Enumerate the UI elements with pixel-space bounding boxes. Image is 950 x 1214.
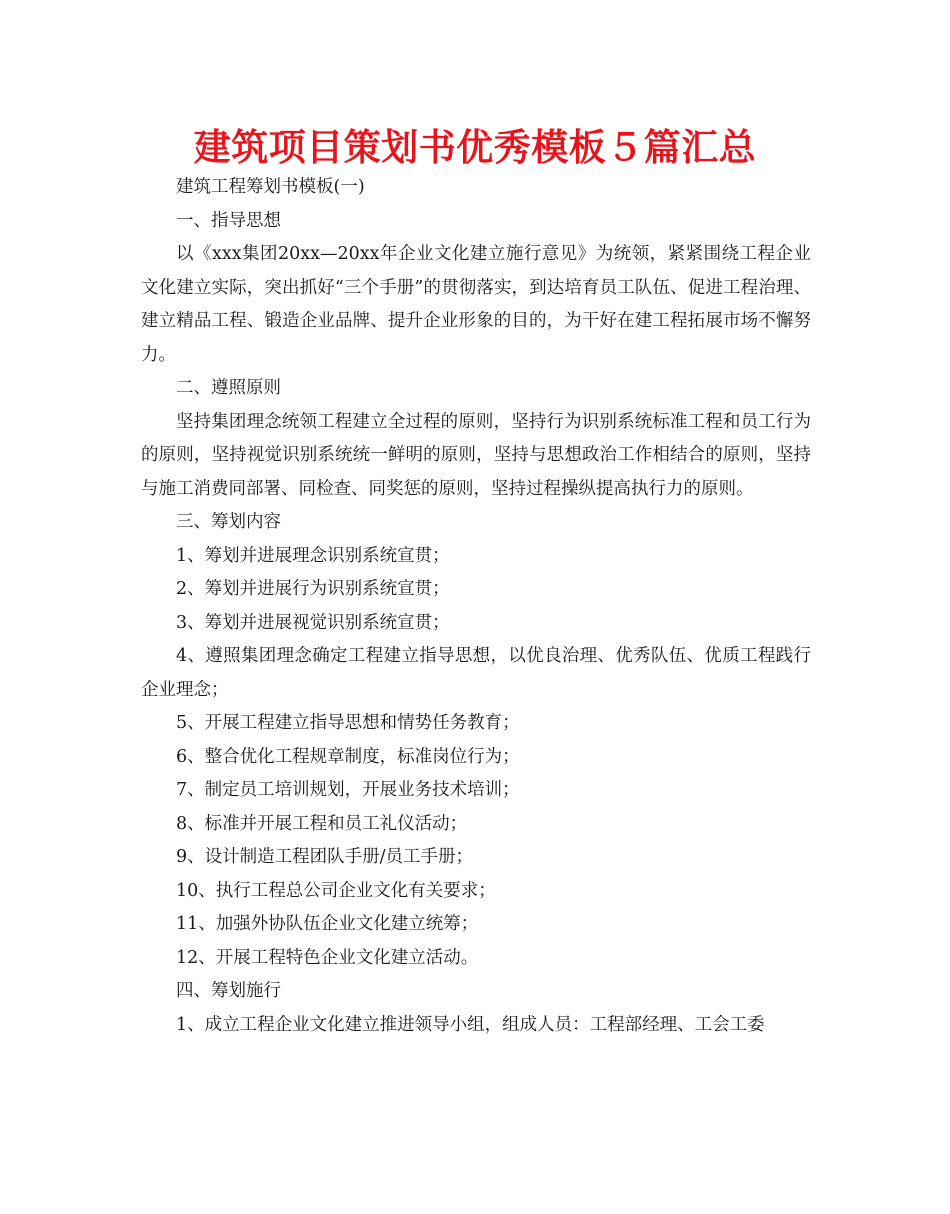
list-item: 3、筹划并进展视觉识别系统宣贯； (176, 612, 450, 633)
list-item: 2、筹划并进展行为识别系统宣贯； (176, 579, 450, 599)
section-heading-2: 二、遵照原则 (176, 378, 281, 398)
section-subtitle: 建筑工程筹划书模板(一) (176, 177, 365, 197)
section-heading-1: 一、指导思想 (176, 210, 281, 231)
list-item: 8、标准并开展工程和员工礼仪活动； (176, 813, 468, 834)
section-heading-3: 三、筹划内容 (176, 512, 281, 532)
paragraph-principles: 坚持集团理念统领工程建立全过程的原则，坚持行为识别系统标准工程和员工行为的原则，坚持视觉识别系统统一鲜明的原则，坚持与思想政治工作相结合的原则，坚持与施工消费同部署、同检查、同奖惩的原则，坚持过程操纵提高执行力的原则。 (141, 411, 811, 499)
section-heading-4: 四、筹划施行 (176, 981, 281, 1001)
list-item: 10、执行工程总公司企业文化有关要求； (176, 880, 496, 901)
paragraph-guiding-thought: 以《xxx集团20xx—20xx年企业文化建立施行意见》为统领，紧紧围绕工程企业文化建立实际，突出抓好“三个手册”的贯彻落实，到达培育员工队伍、促进工程治理、建立精品工程、锻造企业品牌、提升企业形象的目的，为干好在建工程拓展市场不懈努力。 (141, 244, 811, 365)
list-item: 4、遵照集团理念确定工程建立指导思想，以优良治理、优秀队伍、优质工程践行企业理念； (141, 646, 811, 700)
list-item: 1、筹划并进展理念识别系统宣贯； (176, 545, 450, 566)
list-item: 7、制定员工培训规划，开展业务技术培训； (176, 780, 520, 800)
list-item: 12、开展工程特色企业文化建立活动。 (176, 947, 479, 968)
list-item: 9、设计制造工程团队手册/员工手册； (176, 847, 474, 867)
list-item: 11、加强外协队伍企业文化建立统筹； (176, 914, 479, 934)
document-title: 建筑项目策划书优秀模板５篇汇总 (193, 126, 757, 169)
list-item: 5、开展工程建立指导思想和情势任务教育； (176, 713, 520, 733)
list-item: 1、成立工程企业文化建立推进领导小组，组成人员：工程部经理、工会工委 (176, 1014, 765, 1035)
document-body (141, 171, 811, 1042)
list-item: 6、整合优化工程规章制度，标准岗位行为； (176, 746, 520, 767)
